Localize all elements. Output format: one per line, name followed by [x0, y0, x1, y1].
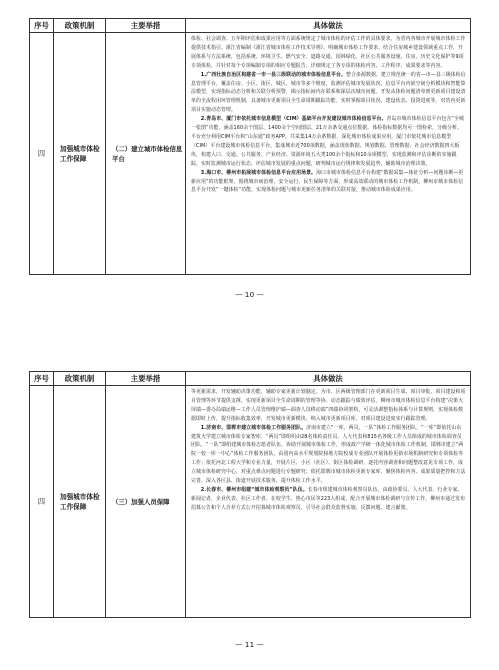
detail-item-2-title: 2.青岛市、厦门市依托城市信息模型（CIM）基础平台开发建设城市体检信息平台。 — [200, 116, 387, 123]
detail-item-1-title: 1.济南市、邯郸市建立城市体检工作服务团队。 — [200, 424, 307, 431]
row-number: 四 — [30, 33, 54, 275]
header-mechanism: 政策机制 — [54, 19, 106, 33]
detail-cell — [186, 33, 471, 275]
detail-item-3-text: 海口市城市体检信息平台构建“数据采集—体征分析—问题诊断—更新应用”的功能框架，围绕城市病治理、安全运行、民生保障等方面，形成高效联动的城市体检工作机制。柳州市城市体检信息平台开发“一键体检”功能，实现体检问题与城市更新任务清单的关联对接，推动城市体检成果应用。 — [191, 169, 464, 194]
table-row — [30, 33, 471, 275]
detail-item-2-text: 青岛市城市体检信息平台包含“全城一张图”功能，涵盖160余个图层、1400余个空间图层、21万余条交通点位数据，体检指标数据均可一图检索，分级分析。平台充分利用CIM平台和“山东通”政务APP，共采集14万余条数据，深化城市体检成果应用。厦门市依托城市信息模型（CIM）平台建设城市体检信息平台，集成城市近700项数据，涵盖现状数据、规划数据、管理数据、社会经济数据四大板块，构建人口、交通、公共服务、产业经济、资源环境五大类100余个指标和10余项模型，实现监测和评估诊断的实施跟踪，实时监测城市运行状态，评估城市发展的重点问题，研判城市运行规律和发展趋势，辅助城市治理决策。 — [191, 116, 465, 167]
document-page-11 — [0, 335, 499, 670]
document-page-10 — [0, 0, 499, 300]
header-no: 序号 — [30, 372, 54, 386]
detail-item-2 — [191, 115, 466, 168]
table-header-row — [30, 372, 471, 386]
detail-item-1-text: 整合多源数据，建立规范统一的省—市—县三级体检信息管理平台，覆盖住房、小区、街区、城区、城市等多个维度，监测评估城市发展状况，信息平台内嵌空间分析模块和智能算法模型，实现指标动态分析和关联分析预警，揭示指标间内在联系和深层次城市问题。开发从体检问题清单到更新项目建设清单的全流程闭环管理机制，具备城市更新项目全生命周期跟踪功能，实时掌握项目状况、建设状态、投资进度等，对省内更新项目实施动态管理。 — [191, 71, 466, 114]
row-number: 四 — [30, 386, 54, 618]
header-detail: 具体做法 — [186, 372, 471, 386]
detail-item-1 — [191, 71, 466, 116]
page-number: — 10 — — [235, 290, 264, 299]
mechanism-cell: 加强城市体检工作保障 — [54, 386, 106, 618]
detail-item-2-title: 2.长春市、柳州市组建“城市体检观察员”队伍。 — [200, 486, 308, 493]
detail-intro: 等更新需求，开发辅助决策功能，辅助专家更新计划制定。为市、区两级管理部门在更新项目生成、项目审批、项目建设和项目管理等环节提供支撑。实现更新项目全生命周期的管理等协、动态跟踪与绩效评估。柳州市城市体检信息平台构建“决策大屏端—委办局端运维—工作人员管理维护端—调查人员移动端”四端协同架构，可灵活调整指标体系与计算规则，实现体检数据即时上传，提升指标收集效率，开发城市更新模块，纳入城市更新项目库，对项目建设进度实行跟踪管理。 — [191, 389, 466, 422]
policy-table-page-10 — [29, 18, 471, 275]
detail-item-2-text: 长春市组建城市体检观察员队伍，由政协委员、人大代表、行业专家、新闻记者、企业代表、社区工作者、在校学生、热心市民等223人组成，配合开展城市体检调研与宣传工作。柳州市通过发布招募公告和个人自荐方式公开招募城市体检观察员，引导社会群众监督实施、反馈问题、建言献策。 — [191, 486, 466, 511]
main-measure-cell: （三）加强人员保障 — [106, 386, 186, 618]
detail-intro: 体检、社会调查、五年期评估和成果应用等方面系统规定了城市体检的评估工作的具体要求，为省内各城市开展城市体检工作提供技术指引。浙江省编制《浙江省城市体检工作技术导则》，明确城市体检工作要求，结合住房城乡建设领域重点工作，开展体系与方法系统，包括系统、环境卫生、燃气安全、道路交通、园林绿化、社区公共服务设施、住房、历史文化保护等9项专项体检，并针对每个专项编制专项的相应专题报告，详细规定了各专项的体检内容、工作程序、成果要求等内容。 — [191, 36, 466, 69]
detail-item-1-title: 1.广西壮族自治区构建省一市一县三级联动的城市体检信息平台。 — [200, 71, 346, 78]
detail-cell — [186, 386, 471, 618]
header-mechanism: 政策机制 — [54, 372, 106, 386]
detail-item-1-text: 济南市建立“一库、两员、一队”体检工作服务团队，“一库”即依托山东建筑大学建立城市体检专家智库，“两员”即组织由28名体检责任员、人大代表和815名各级工作人员组成的城市体检调查员团队，“一队”即组建城市体检志愿者队伍，协助开展城市体检工作，形成政产学研一体化城市体检工作机制。邯郸市建立“两院一校一库一中心”体检工作服务团队，由国内高水平规划院和地方院校成专业团队开展体检更新市场机制研究和专项体检等工作；依托河北工程大学和专业力量，开展片区、小区（社区）、街区体检调研，逐托内容调查和问题整改意见专项工作，成立城市体检研究中心，对重点难点问题进行专题研究；依托邯郸市城市体检更新专家库，聚焦体检内容、成果质量把控和方法完善，深入各区县、街道开展技术服务，提升体检工作水平。 — [191, 424, 466, 485]
header-no: 序号 — [30, 19, 54, 33]
mechanism-cell: 加强城市体检工作保障 — [54, 33, 106, 275]
table-header-row — [30, 19, 471, 33]
detail-item-1 — [191, 424, 466, 486]
policy-table-page-11 — [29, 371, 471, 618]
header-detail: 具体做法 — [186, 19, 471, 33]
detail-item-3-title: 3.海口市、柳州市拓展城市体检信息平台应用场景。 — [200, 169, 317, 176]
page-number: — 11 — — [235, 640, 264, 649]
table-row — [30, 386, 471, 618]
header-main-measure: 主要举措 — [106, 372, 186, 386]
detail-item-2 — [191, 486, 466, 513]
main-measure-cell: （二）建立城市体检信息平台 — [106, 33, 186, 275]
detail-item-3 — [191, 169, 466, 196]
header-main-measure: 主要举措 — [106, 19, 186, 33]
